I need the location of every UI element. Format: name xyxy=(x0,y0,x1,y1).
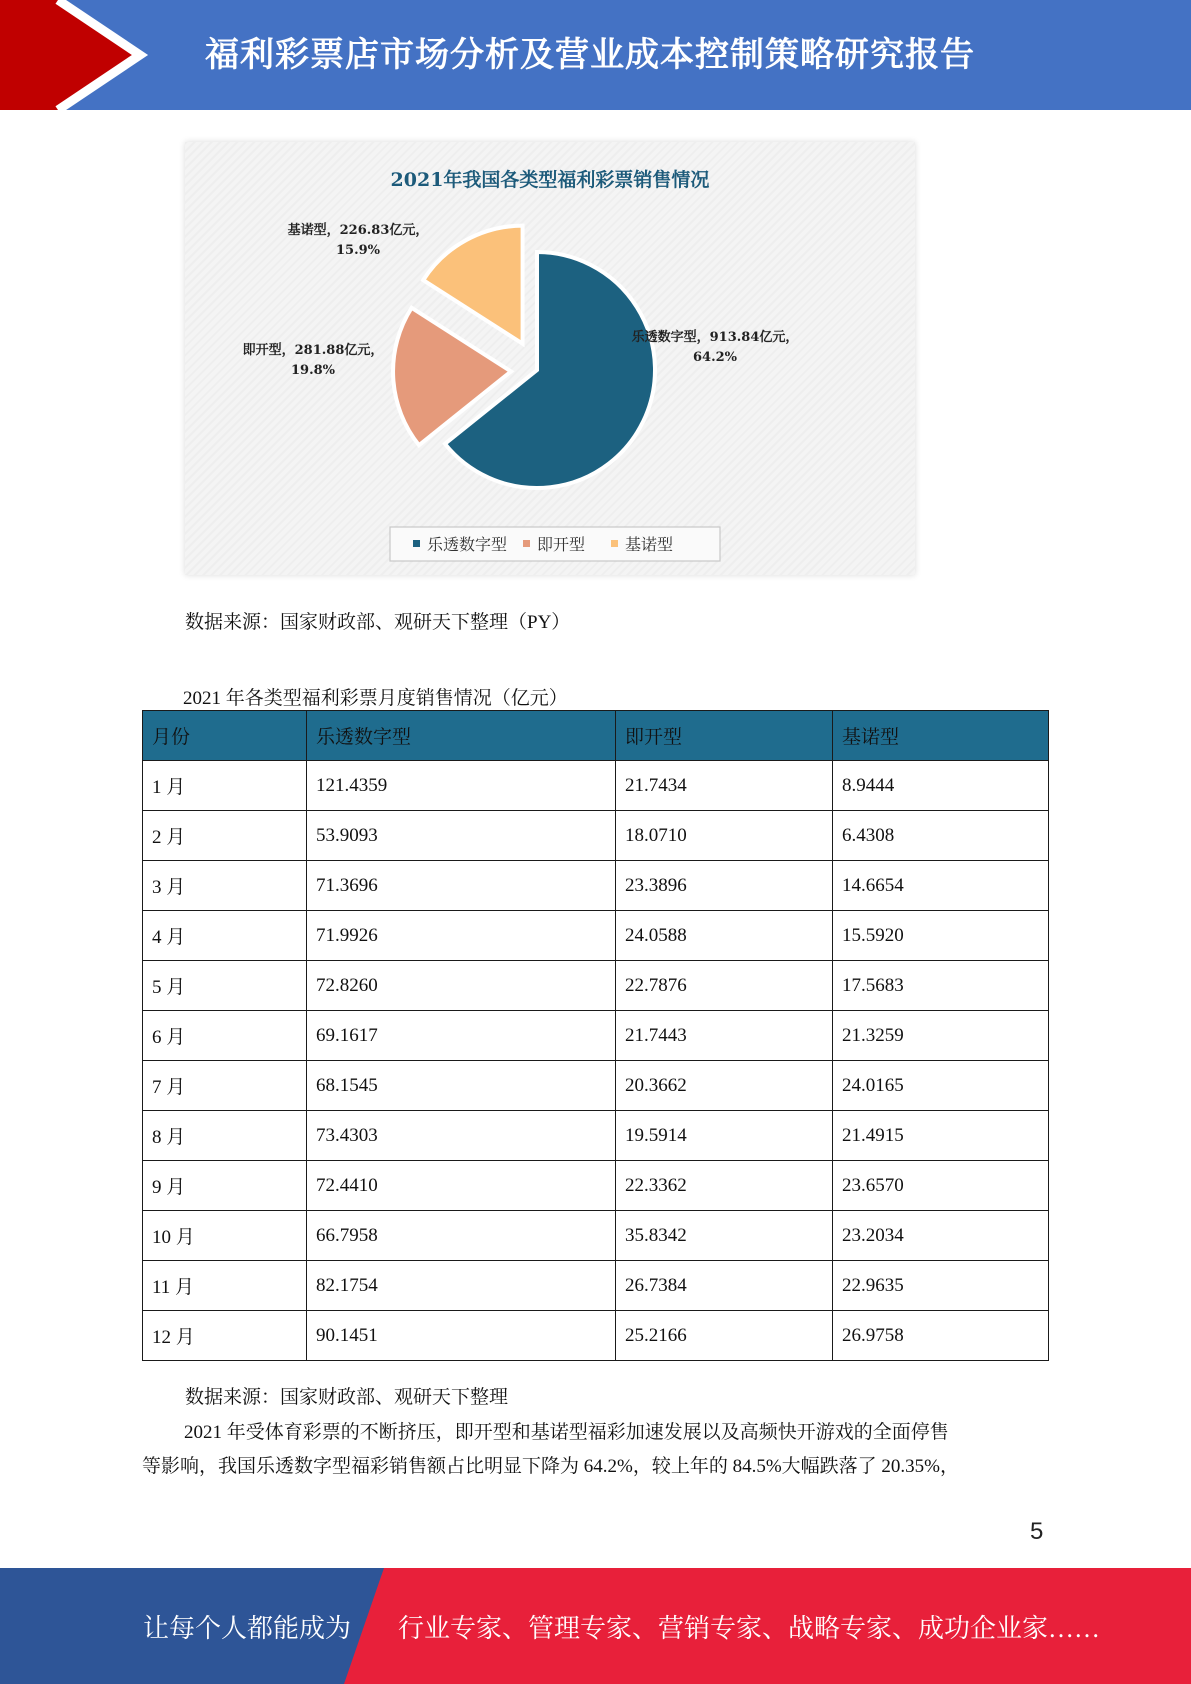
footer-slogan-left: 让每个人都能成为 xyxy=(143,1614,352,1643)
value-cell: 21.4915 xyxy=(833,1111,1049,1161)
legend-marker xyxy=(523,540,530,547)
value-cell: 21.7443 xyxy=(616,1011,833,1061)
table-row xyxy=(143,911,1049,961)
table-header-row xyxy=(143,711,1049,761)
report-title: 福利彩票店市场分析及营业成本控制策略研究报告 xyxy=(205,35,975,75)
month-cell: 2 月 xyxy=(143,811,307,861)
month-cell: 5 月 xyxy=(143,961,307,1011)
value-cell: 24.0588 xyxy=(616,911,833,961)
value-cell: 22.3362 xyxy=(616,1161,833,1211)
month-cell: 8 月 xyxy=(143,1111,307,1161)
column-header: 乐透数字型 xyxy=(307,711,616,761)
month-cell: 11 月 xyxy=(143,1261,307,1311)
value-cell: 22.9635 xyxy=(833,1261,1049,1311)
data-label-keno: 15.9% xyxy=(335,243,381,258)
table-title: 2021 年各类型福利彩票月度销售情况（亿元） xyxy=(183,688,568,709)
monthly-sales-table xyxy=(142,710,1049,1361)
table-row xyxy=(143,1211,1049,1261)
value-cell: 69.1617 xyxy=(307,1011,616,1061)
legend-item-keno: 基诺型 xyxy=(625,535,674,554)
month-cell: 10 月 xyxy=(143,1211,307,1261)
table-row xyxy=(143,1261,1049,1311)
legend-item-instant: 即开型 xyxy=(537,535,586,554)
value-cell: 71.3696 xyxy=(307,861,616,911)
value-cell: 26.9758 xyxy=(833,1311,1049,1361)
table-row xyxy=(143,1161,1049,1211)
column-header: 即开型 xyxy=(616,711,833,761)
value-cell: 68.1545 xyxy=(307,1061,616,1111)
page-header xyxy=(0,0,1191,110)
value-cell: 14.6654 xyxy=(833,861,1049,911)
month-cell: 12 月 xyxy=(143,1311,307,1361)
value-cell: 66.7958 xyxy=(307,1211,616,1261)
month-cell: 9 月 xyxy=(143,1161,307,1211)
data-label-instant: 即开型，281.88亿元， xyxy=(242,343,384,358)
month-cell: 6 月 xyxy=(143,1011,307,1061)
month-cell: 1 月 xyxy=(143,761,307,811)
value-cell: 8.9444 xyxy=(833,761,1049,811)
data-label-lotto: 乐透数字型，913.84亿元， xyxy=(631,330,799,345)
legend-marker xyxy=(413,540,420,547)
value-cell: 6.4308 xyxy=(833,811,1049,861)
value-cell: 23.3896 xyxy=(616,861,833,911)
data-label-instant: 19.8% xyxy=(290,363,336,378)
value-cell: 53.9093 xyxy=(307,811,616,861)
value-cell: 20.3662 xyxy=(616,1061,833,1111)
value-cell: 24.0165 xyxy=(833,1061,1049,1111)
chart-source: 数据来源：国家财政部、观研天下整理（PY） xyxy=(185,612,571,633)
footer-slogan-right: 行业专家、管理专家、营销专家、战略专家、成功企业家…… xyxy=(398,1614,1101,1643)
month-cell: 3 月 xyxy=(143,861,307,911)
month-cell: 7 月 xyxy=(143,1061,307,1111)
value-cell: 121.4359 xyxy=(307,761,616,811)
value-cell: 18.0710 xyxy=(616,811,833,861)
paragraph-line: 2021 年受体育彩票的不断挤压，即开型和基诺型福彩加速发展以及高频快开游戏的全面停售 xyxy=(184,1422,949,1443)
column-header: 月份 xyxy=(143,711,307,761)
table-row xyxy=(143,811,1049,861)
value-cell: 23.2034 xyxy=(833,1211,1049,1261)
value-cell: 72.8260 xyxy=(307,961,616,1011)
month-cell: 4 月 xyxy=(143,911,307,961)
paragraph-line: 等影响，我国乐透数字型福彩销售额占比明显下降为 64.2%，较上年的 84.5%大幅跌落了 20.35%， xyxy=(142,1456,959,1477)
table-row xyxy=(143,761,1049,811)
pie-chart-svg xyxy=(185,142,915,575)
value-cell: 21.7434 xyxy=(616,761,833,811)
value-cell: 26.7384 xyxy=(616,1261,833,1311)
legend-item-lotto: 乐透数字型 xyxy=(427,535,508,554)
table-row xyxy=(143,861,1049,911)
value-cell: 90.1451 xyxy=(307,1311,616,1361)
value-cell: 35.8342 xyxy=(616,1211,833,1261)
value-cell: 73.4303 xyxy=(307,1111,616,1161)
table-row xyxy=(143,961,1049,1011)
table-source: 数据来源：国家财政部、观研天下整理 xyxy=(185,1387,509,1408)
chart-legend xyxy=(390,527,720,561)
header-red-arrow xyxy=(0,0,135,110)
legend-marker xyxy=(611,540,618,547)
data-label-keno: 基诺型，226.83亿元， xyxy=(287,223,429,238)
value-cell: 72.4410 xyxy=(307,1161,616,1211)
table-row xyxy=(143,1111,1049,1161)
value-cell: 22.7876 xyxy=(616,961,833,1011)
value-cell: 17.5683 xyxy=(833,961,1049,1011)
pie-chart xyxy=(185,142,915,575)
value-cell: 23.6570 xyxy=(833,1161,1049,1211)
table-row xyxy=(143,1311,1049,1361)
value-cell: 21.3259 xyxy=(833,1011,1049,1061)
chart-title: 2021年我国各类型福利彩票销售情况 xyxy=(390,169,710,191)
body-paragraph xyxy=(142,1416,1048,1484)
page-number: 5 xyxy=(1030,1518,1044,1545)
page-footer xyxy=(0,1568,1191,1684)
table-row xyxy=(143,1061,1049,1111)
value-cell: 25.2166 xyxy=(616,1311,833,1361)
value-cell: 71.9926 xyxy=(307,911,616,961)
value-cell: 19.5914 xyxy=(616,1111,833,1161)
data-label-lotto: 64.2% xyxy=(692,350,738,365)
column-header: 基诺型 xyxy=(833,711,1049,761)
value-cell: 15.5920 xyxy=(833,911,1049,961)
table-row xyxy=(143,1011,1049,1061)
value-cell: 82.1754 xyxy=(307,1261,616,1311)
